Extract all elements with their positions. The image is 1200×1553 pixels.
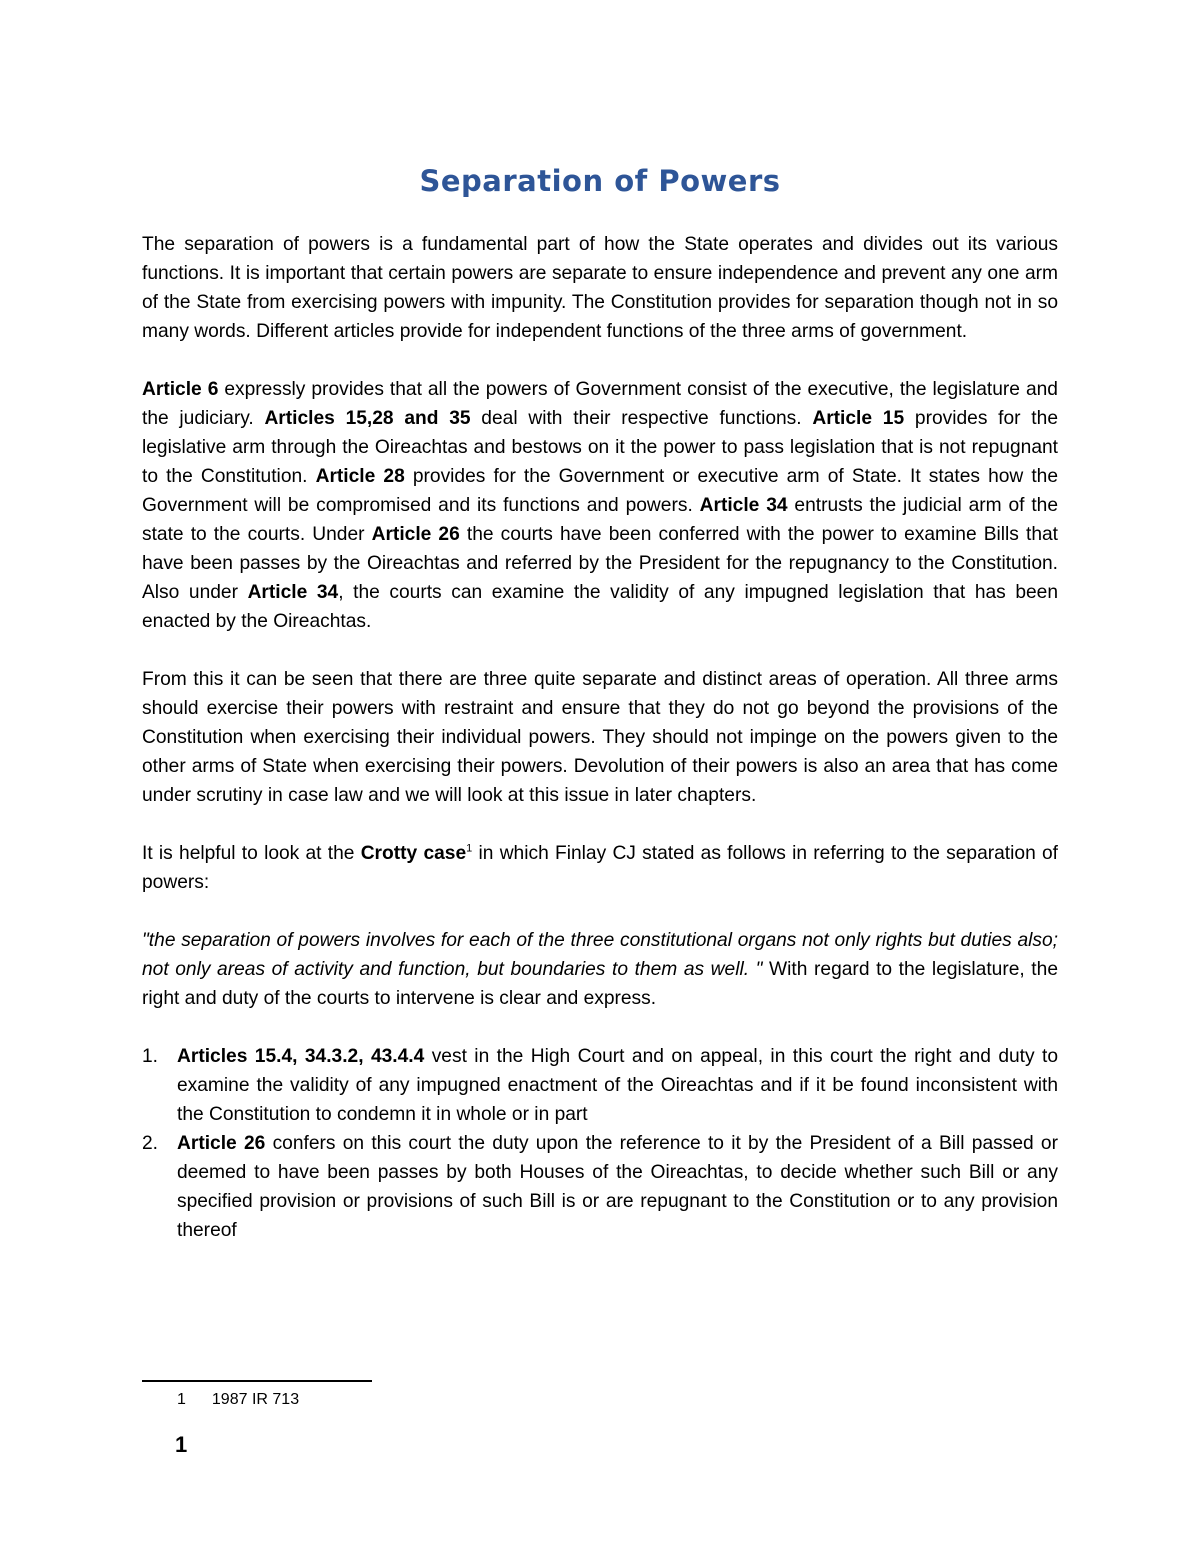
paragraph-intro: The separation of powers is a fundamental part of how the State operates and divides out its various functions. It is important that certain powers are separate to ensure independence and prevent any one arm of the State from exercising powers with impunity. The Constitution provides for separation though not in so many words. Different articles provide for independent functions of the three arms of government. [142, 234, 1058, 342]
page-title: Separation of Powers [419, 164, 781, 198]
paragraph-articles: Article 6 expressly provides that all the powers of Government consist of the executive, the legislature and the judiciary. Articles 15,28 and 35 deal with their respective functions. Article 15 provides for the legislative arm through the Oireachtas and bestows on it the power to pass legislation that is not repugnant to the Constitution. Article 28 provides for the Government or executive arm of State. It states how the Government will be compromised and its functions and powers. Article 34 entrusts the judicial arm of the state to the courts. Under Article 26 the courts have been conferred with the power to examine Bills that have been passes by the Oireachtas and referred by the President for the repugnancy to the Constitution. Also under Article 34, the courts can examine the validity of any impugned legislation that has been enacted by the Oireachtas. [142, 379, 1059, 632]
list-item: 1. Articles 15.4, 34.3.2, 43.4.4 vest in the High Court and on appeal, in this court the right and duty to examine the validity of any impugned enactment of the Oireachtas and if it be found inconsistent with the Constitution to condemn it in whole or in part [142, 1042, 1058, 1129]
article-ref: Article 28 [315, 466, 405, 487]
footnote [177, 1391, 299, 1409]
list-number: 2. [142, 1133, 159, 1154]
article-ref: Articles 15,28 and 35 [264, 408, 471, 429]
article-ref: Article 34 [699, 495, 788, 516]
footnote-text: 1987 IR 713 [211, 1391, 300, 1408]
paragraph-crotty: It is helpful to look at the Crotty case$^1$ in which Finlay CJ stated as follows in referring to the separation of powers: [142, 842, 1058, 893]
list-item: 2. Article 26 confers on this court the duty upon the reference to it by the President of a Bill passed or deemed to have been passes by both Houses of the Oireachtas, to decide whether such Bill or any specified provision or provisions of such Bill is or are repugnant to the Constitution or to any provision thereof [142, 1129, 1058, 1245]
article-ref: Article 15 [812, 408, 905, 429]
paragraph-areas: From this it can be seen that there are three quite separate and distinct areas of operation. All three arms should exercise their powers with restraint and ensure that they do not go beyond the provisions of the Constitution when exercising their individual powers. They should not impinge on the powers given to the other arms of State when exercising their powers. Devolution of their powers is also an area that has come under scrutiny in case law and we will look at this issue in later chapters. [142, 669, 1058, 806]
article-ref: Article 26 [371, 524, 460, 545]
quotation: "the separation of powers involves for each of the three constitutional organs not only rights but duties also; not only areas of activity and function, but boundaries to them as well. " [142, 930, 1058, 980]
article-ref: Article 6 [142, 379, 219, 400]
list-number: 1. [142, 1046, 159, 1067]
page-number: 1 [175, 1432, 188, 1457]
body-content [142, 230, 1058, 1245]
paragraph-quote: "the separation of powers involves for each of the three constitutional organs not only rights but duties also; not only areas of activity and function, but boundaries to them as well. " With regard to the legislature, the right and duty of the courts to intervene is clear and express. [142, 930, 1058, 1009]
footnote-number: 1 [177, 1391, 186, 1408]
numbered-list [142, 1042, 1058, 1245]
footnote-reference[interactable]: 1 [466, 842, 473, 855]
case-name: Crotty case [360, 843, 467, 864]
article-ref: Article 26 [177, 1133, 266, 1154]
footnote-separator [142, 1380, 372, 1382]
article-ref: Articles 15.4, 34.3.2, 43.4.4 [177, 1046, 425, 1067]
article-ref: Article 34 [247, 582, 339, 603]
